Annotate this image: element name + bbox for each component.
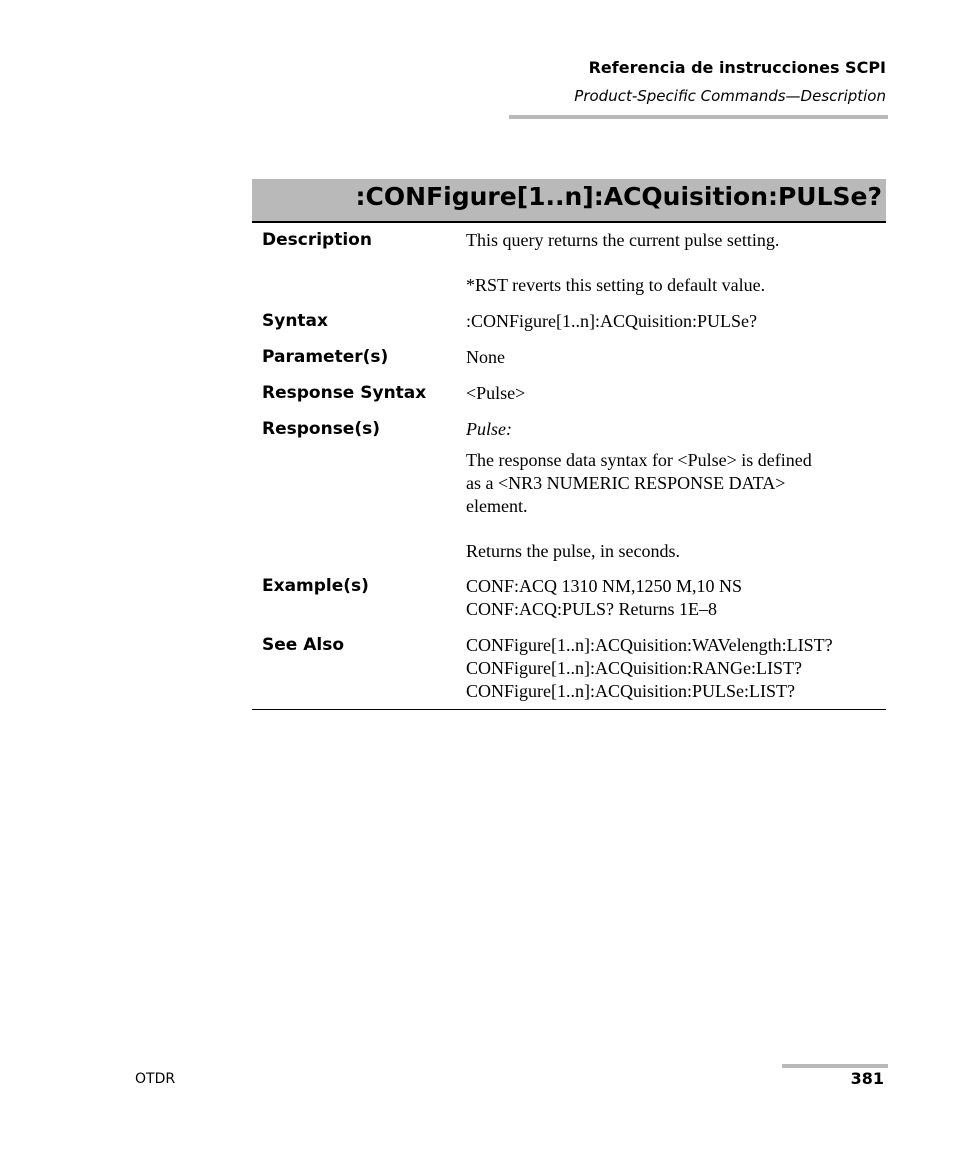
running-header-subtitle: Product-Specific Commands—Description [574,87,886,105]
description-line: This query returns the current pulse setting. [466,230,780,250]
examples-text [466,575,886,621]
footer-rule [782,1064,888,1068]
response-line: The response data syntax for <Pulse> is defined [466,450,812,470]
parameters-text: None [466,347,505,367]
see-also-line: CONFigure[1..n]:ACQuisition:RANGe:LIST? [466,658,802,678]
responses-text [466,418,886,563]
responses-label: Response(s) [262,419,380,439]
response-line: as a <NR3 NUMERIC RESPONSE DATA> [466,473,786,493]
footer-product: OTDR [135,1071,176,1087]
see-also-line: CONFigure[1..n]:ACQuisition:PULSe:LIST? [466,681,795,701]
example-line: CONF:ACQ:PULS? Returns 1E–8 [466,599,718,619]
see-also-label: See Also [262,635,345,655]
parameters-label: Parameter(s) [262,347,389,367]
response-line: Returns the pulse, in seconds. [466,541,680,561]
response-line: element. [466,496,528,516]
example-line: CONF:ACQ 1310 NM,1250 M,10 NS [466,576,743,596]
description-label: Description [262,230,372,250]
table-bottom-rule [252,709,886,710]
description-line: *RST reverts this setting to default value. [466,275,766,295]
see-also-text [466,634,886,703]
response-syntax-text: <Pulse> [466,383,526,403]
command-title-bar [252,179,886,223]
response-syntax-label: Response Syntax [262,383,427,403]
examples-label: Example(s) [262,576,369,596]
command-title: :CONFigure[1..n]:ACQuisition:PULSe? [355,182,882,211]
syntax-text: :CONFigure[1..n]:ACQuisition:PULSe? [466,311,757,331]
running-header-title: Referencia de instrucciones SCPI [588,58,886,77]
syntax-label: Syntax [262,311,328,331]
response-name: Pulse: [466,419,512,439]
description-text [466,229,886,297]
see-also-line: CONFigure[1..n]:ACQuisition:WAVelength:LIST? [466,635,833,655]
header-rule [509,115,888,119]
page-number: 381 [850,1069,884,1088]
